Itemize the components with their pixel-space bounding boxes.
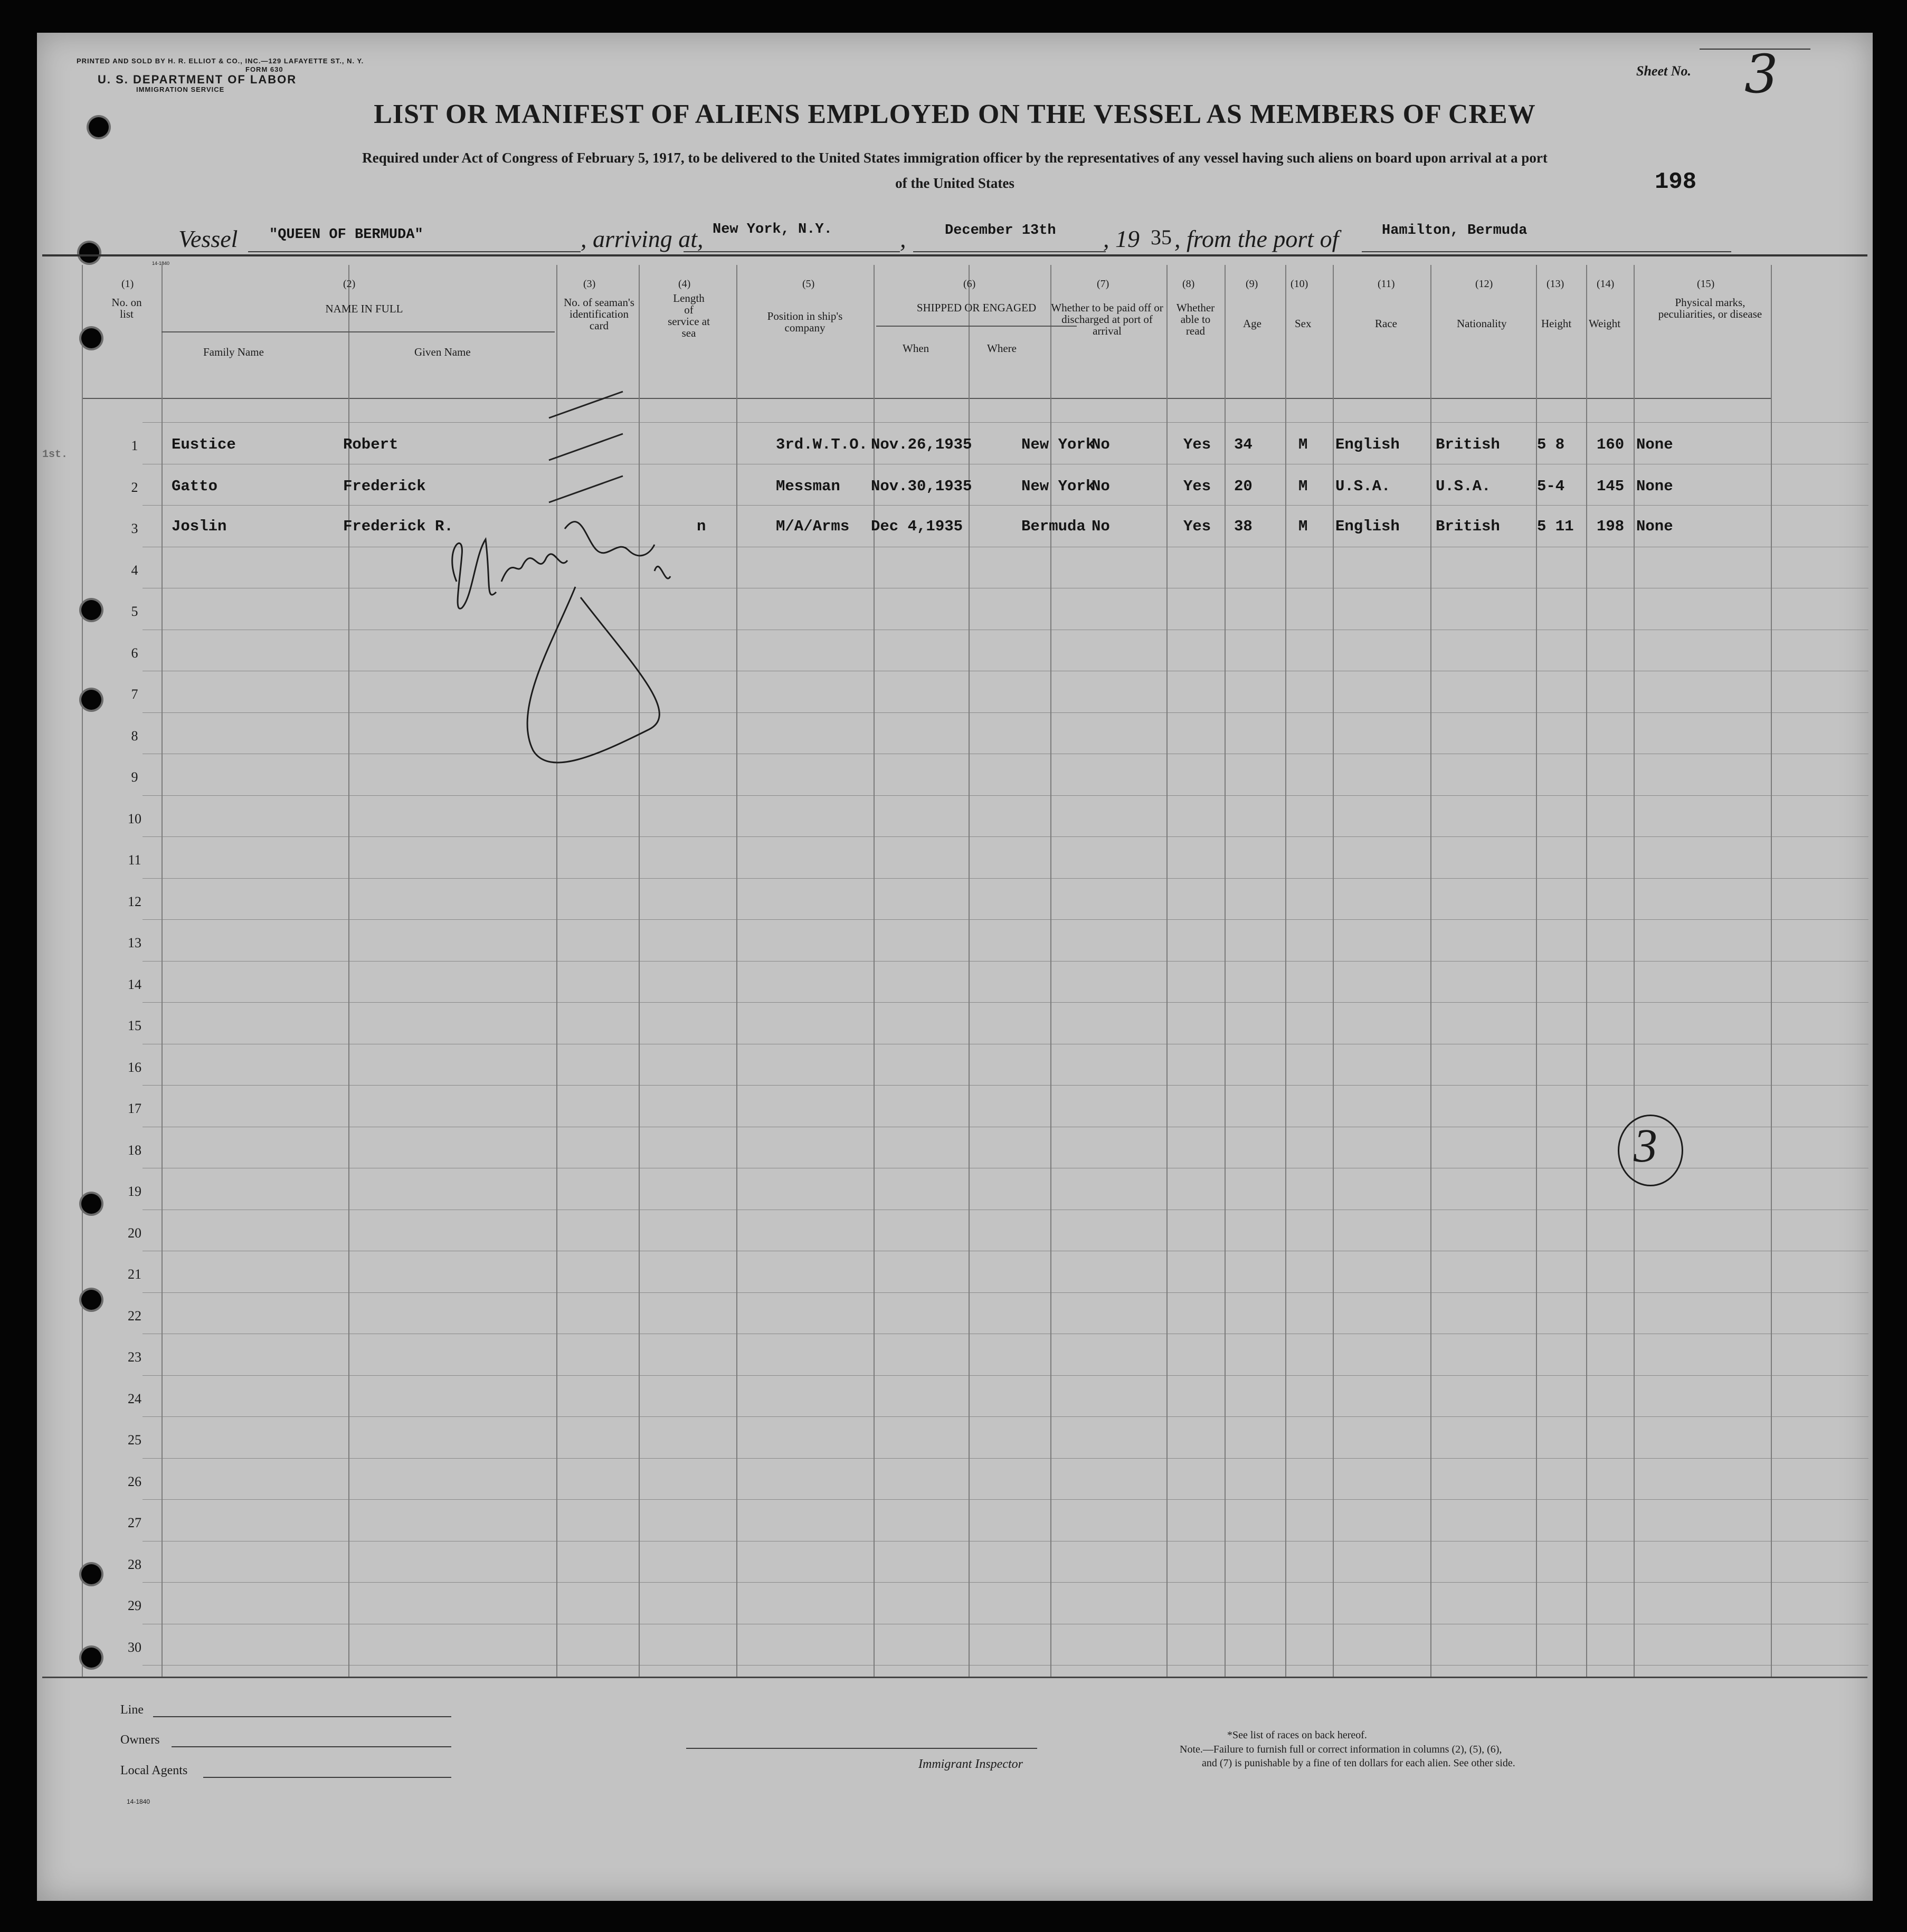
row-number: 28	[128, 1556, 141, 1572]
row-number: 14	[128, 976, 141, 992]
printer-line: PRINTED AND SOLD BY H. R. ELLIOT & CO., INC.—129 LAFAYETTE ST., N. Y.	[77, 57, 364, 65]
table-cell-sex: M	[1298, 436, 1308, 453]
footer-rule	[42, 1677, 1867, 1678]
column-rule	[162, 265, 163, 1677]
row-number: 1	[131, 438, 138, 453]
from-underline	[1362, 251, 1731, 252]
col-6-label: SHIPPED OR ENGAGED	[916, 301, 1037, 314]
table-cell-where: New York	[1021, 436, 1095, 453]
table-cell-marks: None	[1636, 436, 1673, 453]
inspector-underline	[686, 1748, 1037, 1749]
row-number: 4	[131, 562, 138, 578]
table-cell-given: Frederick R.	[343, 518, 453, 535]
table-cell-sex: M	[1298, 477, 1308, 495]
row-rule	[143, 422, 1868, 423]
row-number: 26	[128, 1473, 141, 1489]
year-suffix: 35	[1151, 225, 1172, 249]
row-number: 3	[131, 521, 138, 536]
punch-hole	[81, 690, 101, 710]
table-cell-race: U.S.A.	[1335, 477, 1391, 495]
table-cell-when: Nov.30,1935	[871, 477, 972, 495]
punch-hole	[79, 243, 99, 263]
year-prefix: , 19	[1103, 225, 1140, 252]
sheet-label: Sheet No.	[1636, 63, 1691, 79]
from-port: Hamilton, Bermuda	[1382, 223, 1528, 239]
col-12-num: (12)	[1475, 278, 1493, 290]
column-rule	[969, 265, 970, 1677]
table-cell-age: 38	[1234, 518, 1253, 535]
row-rule	[143, 1582, 1868, 1583]
form-number: FORM 630	[245, 65, 283, 73]
col-3-label: No. of seaman's identification card	[564, 296, 634, 332]
row-rule	[143, 712, 1868, 713]
table-cell-family: Eustice	[172, 436, 236, 453]
table-cell-service: n	[697, 518, 706, 535]
family-name-header: Family Name	[203, 346, 264, 358]
service-name: IMMIGRATION SERVICE	[136, 85, 225, 93]
col-10-label: Sex	[1295, 317, 1312, 330]
comma: ,	[900, 225, 906, 252]
row-number: 22	[128, 1308, 141, 1324]
row-number: 5	[131, 604, 138, 619]
table-cell-weight: 160	[1597, 436, 1625, 453]
column-rule	[1430, 265, 1431, 1677]
column-rule	[1536, 265, 1537, 1677]
row-rule	[143, 878, 1868, 879]
table-cell-sex: M	[1298, 518, 1308, 535]
col-13-label: Height	[1541, 317, 1572, 330]
row-number: 30	[128, 1639, 141, 1655]
punch-hole	[81, 1648, 101, 1668]
column-rule	[1634, 265, 1635, 1677]
form-code: 14-1840	[127, 1798, 150, 1805]
col-14-num: (14)	[1597, 278, 1615, 290]
col-1-label: No. on list	[111, 296, 142, 320]
from-label: , from the port of	[1174, 225, 1339, 252]
col-2-divider	[162, 331, 555, 332]
punch-hole	[81, 1290, 101, 1310]
column-rule	[1333, 265, 1334, 1677]
col-12-label: Nationality	[1457, 317, 1507, 330]
col-10-num: (10)	[1291, 278, 1308, 290]
punch-hole	[81, 328, 101, 348]
date-underline	[913, 251, 1106, 252]
where-header: Where	[987, 342, 1017, 355]
vessel-underline	[248, 251, 581, 252]
table-cell-height: 5 8	[1537, 436, 1565, 453]
column-rule	[1050, 265, 1051, 1677]
row-number: 13	[128, 935, 141, 950]
table-cell-marks: None	[1636, 477, 1673, 495]
table-cell-nationality: U.S.A.	[1436, 477, 1491, 495]
row-rule	[143, 1499, 1868, 1500]
manifest-sheet	[37, 33, 1873, 1901]
row-number: 17	[128, 1101, 141, 1116]
table-cell-paid-off: No	[1092, 518, 1110, 535]
table-cell-nationality: British	[1436, 436, 1500, 453]
row-rule	[143, 1002, 1868, 1003]
row-number: 10	[128, 811, 141, 826]
form-subtitle: Required under Act of Congress of February 5, 1917, to be delivered to the United States immigration officer by the representatives of any vessel having such aliens on board upon arrival at a port	[362, 150, 1548, 166]
sheet-number: 3	[1744, 43, 1778, 105]
arriving-underline	[684, 251, 900, 252]
owners-underline	[172, 1746, 451, 1747]
col-4-num: (4)	[678, 278, 691, 290]
punch-hole	[81, 600, 101, 620]
col-5-label: Position in ship's company	[767, 310, 843, 334]
circled-number: 3	[1634, 1120, 1657, 1172]
table-cell-read: Yes	[1183, 518, 1211, 535]
col-2-label: NAME IN FULL	[325, 302, 403, 315]
vessel-label: Vessel	[178, 225, 238, 252]
row-number: 29	[128, 1598, 141, 1613]
when-header: When	[903, 342, 929, 355]
col-1-num: (1)	[121, 278, 134, 290]
row-number: 12	[128, 893, 141, 909]
col-5-num: (5)	[802, 278, 815, 290]
table-cell-nationality: British	[1436, 518, 1500, 535]
row-number: 27	[128, 1515, 141, 1530]
col-15-label: Physical marks, peculiarities, or disease	[1658, 296, 1762, 320]
col-7-label: Whether to be paid off or discharged at port of arrival	[1051, 301, 1163, 337]
races-note: *See list of races on back hereof.	[1227, 1729, 1367, 1741]
col-9-num: (9)	[1246, 278, 1258, 290]
col-2-num: (2)	[343, 278, 356, 290]
col-11-num: (11)	[1378, 278, 1395, 290]
row-number: 2	[131, 479, 138, 495]
table-cell-age: 34	[1234, 436, 1253, 453]
table-cell-weight: 145	[1597, 477, 1625, 495]
col-8-num: (8)	[1182, 278, 1195, 290]
row-number: 23	[128, 1349, 141, 1365]
penalty-note-2: and (7) is punishable by a fine of ten dollars for each alien. See other side.	[1202, 1757, 1515, 1769]
table-cell-read: Yes	[1183, 436, 1211, 453]
table-cell-family: Gatto	[172, 477, 218, 495]
row-number: 11	[128, 852, 141, 868]
line-label: Line	[120, 1703, 144, 1717]
department-name: U. S. DEPARTMENT OF LABOR	[98, 73, 297, 86]
table-cell-height: 5-4	[1537, 477, 1565, 495]
col-6-divider	[876, 326, 1077, 327]
row-number: 20	[128, 1225, 141, 1241]
row-rule	[143, 1292, 1868, 1293]
arrival-date: December 13th	[945, 223, 1056, 239]
column-rule	[1771, 265, 1772, 1677]
table-cell-position: 3rd.W.T.O.	[776, 436, 868, 453]
page-number: 198	[1655, 169, 1697, 195]
table-cell-position: M/A/Arms	[776, 518, 850, 535]
table-cell-age: 20	[1234, 477, 1253, 495]
header-rule	[42, 254, 1867, 256]
column-rule	[1285, 265, 1286, 1677]
row-number: 24	[128, 1391, 141, 1406]
col-7-num: (7)	[1097, 278, 1109, 290]
inspector-signature	[406, 508, 702, 793]
table-cell-marks: None	[1636, 518, 1673, 535]
agents-underline	[203, 1777, 451, 1778]
local-agents-label: Local Agents	[120, 1764, 188, 1777]
row-rule	[143, 1458, 1868, 1459]
row-number: 19	[128, 1184, 141, 1199]
table-cell-height: 5 11	[1537, 518, 1574, 535]
table-cell-where: New York	[1021, 477, 1095, 495]
row-number: 6	[131, 645, 138, 661]
row-number: 7	[131, 687, 138, 702]
row-number: 21	[128, 1267, 141, 1282]
margin-note: 1st.	[42, 449, 68, 461]
table-cell-paid-off: No	[1092, 436, 1110, 453]
col-8-label: Whether able to read	[1176, 301, 1215, 337]
table-cell-family: Joslin	[172, 518, 227, 535]
table-cell-given: Frederick	[343, 477, 426, 495]
table-cell-when: Nov.26,1935	[871, 436, 972, 453]
inspector-label: Immigrant Inspector	[918, 1757, 1023, 1771]
row-number: 25	[128, 1432, 141, 1448]
column-rule	[348, 265, 349, 1677]
row-rule	[143, 1416, 1868, 1417]
table-cell-race: English	[1335, 436, 1400, 453]
col-11-label: Race	[1375, 317, 1397, 330]
line-underline	[153, 1716, 451, 1717]
row-number: 18	[128, 1142, 141, 1158]
header-bottom-rule	[82, 398, 1771, 399]
owners-label: Owners	[120, 1733, 160, 1747]
row-rule	[143, 1375, 1868, 1376]
row-rule	[143, 961, 1868, 962]
table-cell-weight: 198	[1597, 518, 1625, 535]
col-9-label: Age	[1243, 317, 1261, 330]
col-3-num: (3)	[583, 278, 596, 290]
column-rule	[82, 265, 83, 1677]
row-number: 9	[131, 769, 138, 785]
table-cell-read: Yes	[1183, 477, 1211, 495]
form-title: LIST OR MANIFEST OF ALIENS EMPLOYED ON THE VESSEL AS MEMBERS OF CREW	[374, 99, 1536, 129]
row-rule	[143, 505, 1868, 506]
row-number: 15	[128, 1018, 141, 1033]
table-cell-paid-off: No	[1092, 477, 1110, 495]
row-number: 8	[131, 728, 138, 744]
penalty-note-1: Note.—Failure to furnish full or correct information in columns (2), (5), (6),	[1180, 1744, 1502, 1755]
given-name-header: Given Name	[414, 346, 471, 358]
table-cell-race: English	[1335, 518, 1400, 535]
arriving-port: New York, N.Y.	[713, 222, 832, 237]
row-number: 16	[128, 1059, 141, 1075]
table-cell-where: Bermuda	[1021, 518, 1086, 535]
small-code: 14-1840	[152, 261, 170, 266]
row-rule	[143, 919, 1868, 920]
punch-hole	[81, 1194, 101, 1214]
row-rule	[143, 795, 1868, 796]
punch-hole	[81, 1564, 101, 1584]
column-rule	[874, 265, 875, 1677]
table-cell-when: Dec 4,1935	[871, 518, 963, 535]
col-15-num: (15)	[1697, 278, 1715, 290]
row-rule	[143, 836, 1868, 837]
col-6-num: (6)	[963, 278, 976, 290]
table-cell-position: Messman	[776, 477, 840, 495]
vessel-name: "QUEEN OF BERMUDA"	[269, 227, 423, 243]
table-cell-given: Robert	[343, 436, 399, 453]
column-rule	[1586, 265, 1587, 1677]
col-14-label: Weight	[1589, 317, 1621, 330]
form-subtitle-2: of the United States	[895, 175, 1014, 191]
column-rule	[1225, 265, 1226, 1677]
col-4-label: Length of service at sea	[668, 292, 710, 339]
row-rule	[143, 1085, 1868, 1086]
ditto-marks	[544, 381, 649, 529]
col-13-num: (13)	[1547, 278, 1564, 290]
column-rule	[736, 265, 737, 1677]
column-rule	[1166, 265, 1168, 1677]
arriving-label: , arriving at,	[581, 225, 704, 252]
